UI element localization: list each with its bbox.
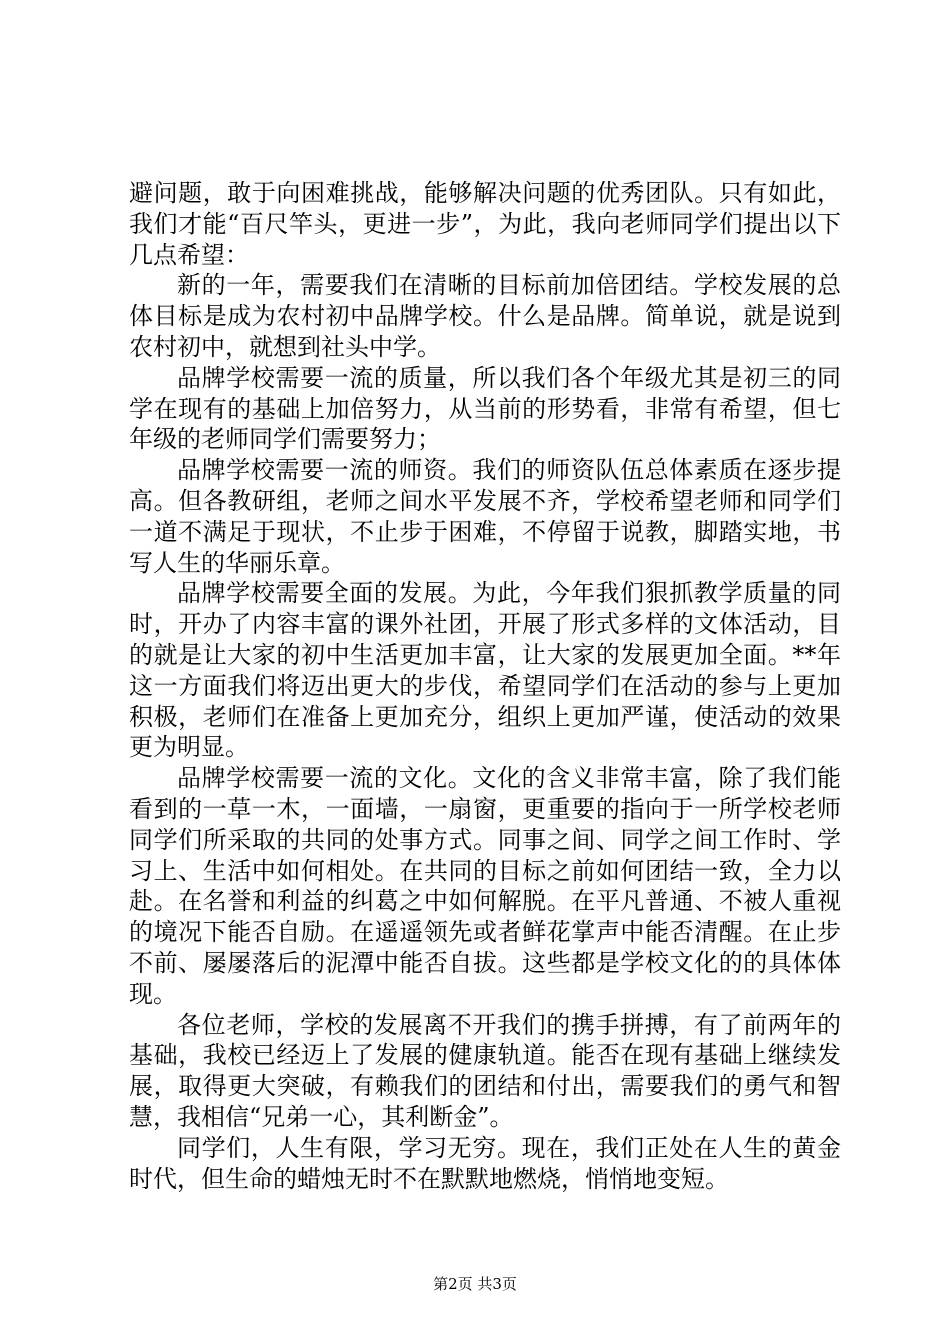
paragraph-quality: 品牌学校需要一流的质量，所以我们各个年级尤其是初三的同学在现有的基础上加倍努力，从当前的形势看，非常有希望，但七年级的老师同学们需要努力；: [129, 363, 841, 454]
paragraph-culture: 品牌学校需要一流的文化。文化的含义非常丰富，除了我们能看到的一草一木，一面墙，一扇窗，更重要的指向于一所学校老师同学们所采取的共同的处事方式。同事之间、同学之间工作时、学习上、生活中如何相处。在共同的目标之前如何团结一致，全力以赴。在名誉和利益的纠葛之中如何解脱。在平凡普通、不被人重视的境况下能否自励。在遥遥领先或者鲜花掌声中能否清醒。在止步不前、屡屡落后的泥潭中能否自拔。这些都是学校文化的的具体体现。: [129, 764, 841, 1008]
paragraph-continuation: 避问题，敢于向困难挑战，能够解决问题的优秀团队。只有如此，我们才能“百尺竿头，更进一步”，为此，我向老师同学们提出以下几点希望：: [129, 179, 841, 269]
paragraph-teachers: 品牌学校需要一流的师资。我们的师资队伍总体素质在逐步提高。但各教研组，老师之间水平发展不齐，学校希望老师和同学们一道不满足于现状，不止步于困难，不停留于说教，脚踏实地，书写人生的华丽乐章。: [129, 456, 841, 577]
page-number-footer: 第2页 共3页: [433, 1275, 517, 1293]
paragraph-students-address: 同学们，人生有限，学习无穷。现在，我们正处在人生的黄金时代，但生命的蜡烛无时不在默默地燃烧，悄悄地变短。: [129, 1133, 841, 1193]
paragraph-unity-goal: 新的一年，需要我们在清晰的目标前加倍团结。学校发展的总体目标是成为农村初中品牌学校。什么是品牌。简单说，就是说到农村初中，就想到社头中学。: [129, 271, 841, 361]
document-body: [129, 178, 841, 1194]
paragraph-development: 品牌学校需要全面的发展。为此，今年我们狠抓教学质量的同时，开办了内容丰富的课外社团，开展了形式多样的文体活动，目的就是让大家的初中生活更加丰富，让大家的发展更加全面。**年这一方面我们将迈出更大的步伐，希望同学们在活动的参与上更加积极，老师们在准备上更加充分，组织上更加严谨，使活动的效果更为明显。: [129, 579, 841, 762]
paragraph-teachers-address: 各位老师，学校的发展离不开我们的携手拼搏，有了前两年的基础，我校已经迈上了发展的健康轨道。能否在现有基础上继续发展，取得更大突破，有赖我们的团结和付出，需要我们的勇气和智慧，我相信“兄弟一心，其利断金”。: [129, 1010, 841, 1131]
